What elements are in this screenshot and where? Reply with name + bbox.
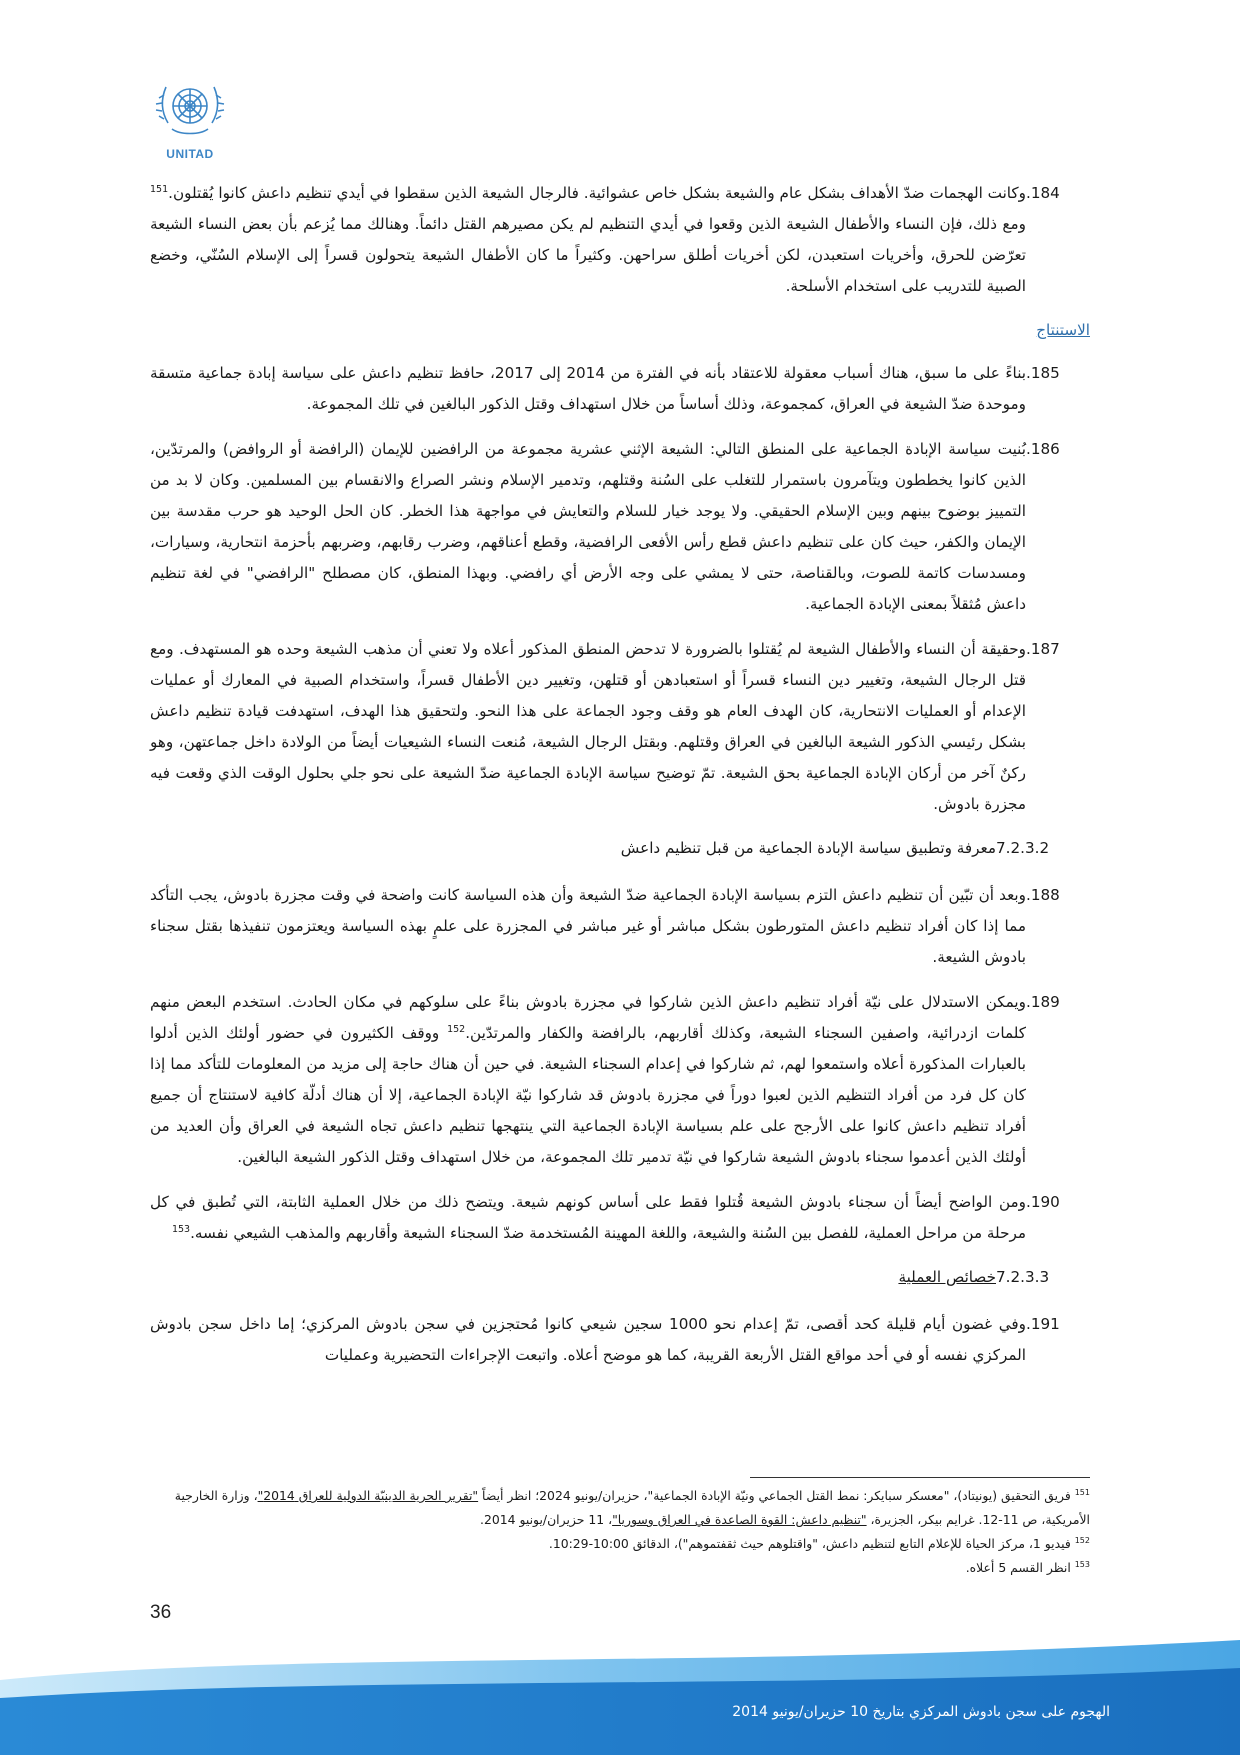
subsection-heading-7-2-3-3 xyxy=(150,1263,1090,1291)
paragraph-191 xyxy=(150,1309,1090,1371)
footnote-152: $^{152}$ فيديو 1، مركز الحياة للإعلام التابع لتنظيم داعش، "واقتلوهم حيث ثقفتموهم")، الدقائق 10:00-10:29. xyxy=(548,1535,1090,1551)
footer-wave-band xyxy=(0,1640,1240,1755)
paragraph-text: بُنيت سياسة الإبادة الجماعية على المنطق التالي: الشيعة الإثني عشرية مجموعة من الرافضين للإيمان (الرافضة أو الروافض) والمرتدّين، الذين كانوا يخططون ويتآمرون باستمرار للتغلب على السُنة وقتلهم، وتدمير الإسلام ونشر الصراع والانقسام بين المسلمين. وكان لا بد من التمييز بوضوح بينهم وبين الإسلام الحقيقي. ولا يوجد خيار للسلام والتعايش في مواجهة هذا الخطر. كان الحل الوحيد هو حرب مقدسة بين الإيمان والكفر، حيث كان على تنظيم داعش قطع رأس الأفعى الرافضية، وقطع أعناقهم، وضرب رقابهم، وضربهم بأحزمة انتحارية، وسيارات، ومسدسات كاتمة للصوت، وبالقناصة، حتى لا يمشي على وجه الأرض أي رافضي. وبهذا المنطق، كان مصطلح "الرافضي" في لغة تنظيم داعش مُثقلاً بمعنى الإبادة الجماعية. xyxy=(150,440,1026,613)
footnote-ref[interactable]: 152 xyxy=(447,1023,466,1035)
footer-report-title: الهجوم على سجن بادوش المركزي بتاريخ 10 حزيران/يونيو 2014 xyxy=(732,1704,1110,1720)
subsection-heading-7-2-3-2 xyxy=(150,834,1090,862)
paragraph-188 xyxy=(150,880,1090,973)
paragraph-number: .191 xyxy=(1026,1315,1060,1333)
footnote-divider xyxy=(750,1477,1090,1478)
paragraph-number: .185 xyxy=(1026,364,1060,382)
footnote-151: $^{151}$ فريق التحقيق (يونيتاد)، "معسكر سبايكر: نمط القتل الجماعي ونيّة الإبادة الجماعية"، حزيران/يونيو 2024؛ انظر أيضاً "تقرير الحرية الدينيّة الدولية للعراق 2014"، وزارة الخارجية الأمريكية، ص 11-12. غرايم بيكر، الجزيرة، "تنظيم داعش: القوة الصاعدة في العراق وسوريا"، 11 حزيران/يونيو 2014. xyxy=(174,1487,1090,1527)
subsection-title: خصائص العملية xyxy=(898,1268,996,1286)
subsection-title: معرفة وتطبيق سياسة الإبادة الجماعية من قبل تنظيم داعش xyxy=(620,839,996,857)
logo-label: UNITAD xyxy=(166,147,214,161)
paragraph-text: وحقيقة أن النساء والأطفال الشيعة لم يُقتلوا بالضرورة لا تدحض المنطق المذكور أعلاه ولا تعني أن مذهب الشيعة وحده هو المستهدف. ومع قتل الرجال الشيعة، وتغيير دين النساء قسراً أو استعبادهن أو قتلهن، وتغيير دين الأطفال قسراً، واستخدام الصبية في المعارك أو عمليات الإعدام أو العمليات الانتحارية، كان الهدف العام هو وقف وجود الجماعة على هذا النحو. ولتحقيق هذا الهدف، استهدفت قيادة تنظيم داعش بشكل رئيسي الذكور الشيعة البالغين في العراق وقتلهم. وبقتل الرجال الشيعة، مُنعت النساء الشيعيات أيضاً من الولادة داخل جماعتهن، وهو ركنٌ آخر من أركان الإبادة الجماعية بحق الشيعة. تمّ توضيح سياسة الإبادة الجماعية ضدّ الشيعة على نحو جلي بحلول الوقت الذي وقعت فيه مجزرة بادوش. xyxy=(150,640,1026,813)
main-content xyxy=(150,178,1090,1385)
paragraph-text: بناءً على ما سبق، هناك أسباب معقولة للاعتقاد بأنه في الفترة من 2014 إلى 2017، حافظ تنظيم داعش على سياسة إبادة جماعية متسقة وموحدة ضدّ الشيعة في العراق، كمجموعة، وذلك أساساً من خلال استهداف وقتل الذكور البالغين في تلك المجموعة. xyxy=(150,364,1026,413)
paragraph-text: وبعد أن تبّين أن تنظيم داعش التزم بسياسة الإبادة الجماعية ضدّ الشيعة وأن هذه السياسة كانت واضحة في وقت مجزرة بادوش، يجب التأكد مما إذا كان أفراد تنظيم داعش المتورطون بشكل مباشر أو غير مباشر في المجزرة على علمٍ بهذه السياسة ويعتزمون تنفيذها بقتل سجناء بادوش الشيعة. xyxy=(150,886,1026,966)
paragraph-number: .189 xyxy=(1026,993,1060,1011)
footnote-link[interactable]: "تقرير الحرية الدينيّة الدولية للعراق 2014" xyxy=(257,1488,479,1503)
paragraph-text: ومن الواضح أيضاً أن سجناء بادوش الشيعة قُتلوا فقط على أساس كونهم شيعة. ويتضح ذلك من خلال العملية الثابتة، التي تُطبق في كل مرحلة من مراحل العملية، للفصل بين السُنة والشيعة، واللغة المهينة المُستخدمة ضدّ السجناء الشيعة وأقاربهم والمذهب الشيعي نفسه.$^{153}$ xyxy=(150,1193,1026,1242)
unitad-logo xyxy=(150,75,230,161)
paragraph-text: وكانت الهجمات ضدّ الأهداف بشكل عام والشيعة بشكل خاص عشوائية. فالرجال الشيعة الذين سقطوا في أيدي تنظيم داعش كانوا يُقتلون.$^{151}$ ومع ذلك، فإن النساء والأطفال الشيعة الذين وقعوا في أيدي التنظيم لم يكن مصيرهم القتل دائماً. وهنالك مما يُزعم بأن بعض النساء الشيعة تعرّضن للحرق، وأخريات استعبدن، لكن أخريات أطلق سراحهن. وكثيراً ما كان الأطفال الشيعة يتحولون قسراً إلى الإسلام السُنّي، وخضع الصبية للتدريب على استخدام الأسلحة. xyxy=(150,183,1026,295)
paragraph-186 xyxy=(150,434,1090,620)
footnotes xyxy=(150,1484,1090,1580)
paragraph-number: .184 xyxy=(1026,184,1060,202)
footnote-ref[interactable]: 151 xyxy=(150,183,169,195)
paragraph-190 xyxy=(150,1187,1090,1249)
paragraph-text: وفي غضون أيام قليلة كحد أقصى، تمّ إعدام نحو 1000 سجين شيعي كانوا مُحتجزين في سجن بادوش المركزي؛ إما داخل سجن بادوش المركزي نفسه أو في أحد مواقع القتل الأربعة القريبة، كما هو موضح أعلاه. واتبعت الإجراءات التحضيرية وعمليات xyxy=(150,1315,1027,1364)
footnote-link[interactable]: "تنظيم داعش: القوة الصاعدة في العراق وسوريا" xyxy=(612,1512,867,1527)
footnote-ref[interactable]: 153 xyxy=(171,1223,191,1235)
paragraph-184 xyxy=(150,178,1090,302)
un-emblem-icon xyxy=(150,75,230,145)
paragraph-185 xyxy=(150,358,1090,420)
section-heading-conclusion: الاستنتاج xyxy=(1036,321,1090,339)
paragraph-text: ويمكن الاستدلال على نيّة أفراد تنظيم داعش الذين شاركوا في مجزرة بادوش بناءً على سلوكهم في مكان الحادث. استخدم البعض منهم كلمات ازدرائية، واصفين السجناء الشيعة، وكذلك أقاربهم، بالرافضة والكفار والمرتدّين.$^{152}$ ووقف الكثيرون في حضور أولئك الذين أدلوا بالعبارات المذكورة أعلاه واستمعوا لهم، ثم شاركوا في إعدام السجناء الشيعة. في حين أن هناك حاجة إلى مزيد من المعلومات للتأكد مما إذا كان كل فرد من أفراد التنظيم الذين لعبوا دوراً في مجزرة بادوش قد شاركوا نيّة الإبادة الجماعية، إلا أن هناك أدلّة كافية لاستنتاج أن جميع أفراد تنظيم داعش كانوا على الأرجح على علم بسياسة الإبادة الجماعية التي ينتهجها تنظيم داعش تجاه الشيعة في العراق وأن العديد من أولئك الذين أعدموا سجناء بادوش الشيعة شاركوا في نيّة تدمير تلك المجموعة، من خلال استهداف وقتل الذكور الشيعة البالغين. xyxy=(150,993,1027,1166)
paragraph-number: .188 xyxy=(1026,886,1060,904)
footnote-153: $^{153}$ انظر القسم 5 أعلاه. xyxy=(965,1559,1090,1575)
page-number: 36 xyxy=(150,1602,172,1623)
subsection-number: 7.2.3.3 xyxy=(996,1268,1050,1286)
paragraph-number: .190 xyxy=(1026,1193,1060,1211)
paragraph-number: .186 xyxy=(1026,440,1060,458)
paragraph-189 xyxy=(150,987,1090,1173)
paragraph-number: .187 xyxy=(1026,640,1060,658)
subsection-number: 7.2.3.2 xyxy=(996,839,1050,857)
paragraph-187 xyxy=(150,634,1090,820)
